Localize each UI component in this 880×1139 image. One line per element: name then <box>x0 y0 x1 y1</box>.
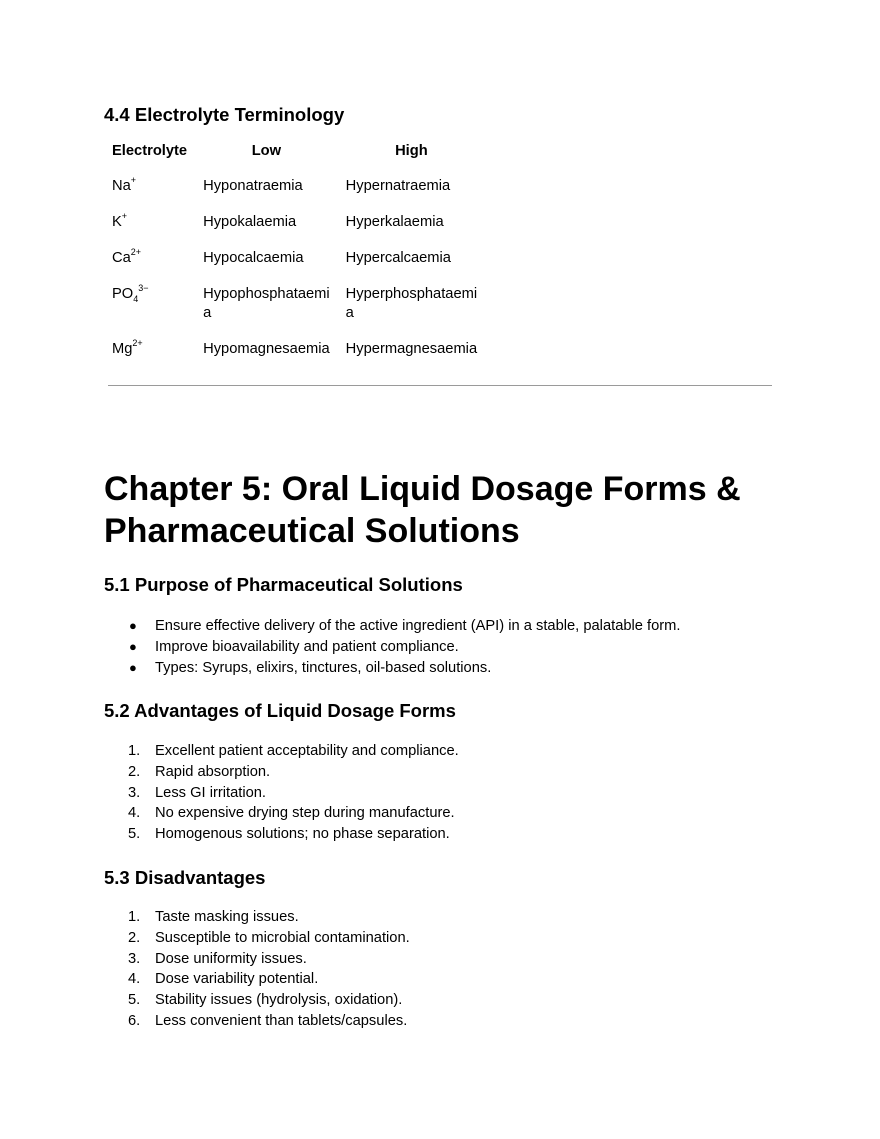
table-row <box>104 280 485 335</box>
low-cell: Hypokalaemia <box>203 214 297 230</box>
list-item: 4. No expensive drying step during manufacture. <box>128 805 455 822</box>
bullet-icon: ● <box>129 618 137 633</box>
electrolyte-cell: $Mg^{2+}$ <box>112 338 143 357</box>
list-item: 6. Less convenient than tablets/capsules. <box>128 1012 408 1029</box>
bullet-icon: ● <box>129 659 137 675</box>
list-item: 4. Dose variability potential. <box>128 971 319 988</box>
advantages-list <box>104 741 459 845</box>
high-cell: Hypercalcaemia <box>345 250 451 266</box>
section-5-3-heading: 5.3 Disadvantages <box>104 867 266 888</box>
section-4-4-heading: 4.4 Electrolyte Terminology <box>104 104 345 125</box>
bullet-icon: ● <box>129 638 137 654</box>
chapter-title: Chapter 5: Oral Liquid Dosage Forms & Pharmaceutical Solutions <box>104 470 741 550</box>
high-cell: Hyperphosphataemi a <box>345 286 478 321</box>
list-item: ● Ensure effective delivery of the active ingredient (API) in a stable, palatable form. <box>104 616 681 637</box>
high-cell: Hypermagnesaemia <box>345 341 478 357</box>
list-item: 3. Dose uniformity issues. <box>128 950 307 967</box>
high-cell: Hypernatraemia <box>345 178 451 194</box>
purpose-list <box>104 616 681 678</box>
section-5-2-heading: 5.2 Advantages of Liquid Dosage Forms <box>104 700 456 721</box>
table-row <box>104 208 485 244</box>
list-item: ● Types: Syrups, elixirs, tinctures, oil-based solutions. <box>104 658 681 679</box>
table-row <box>104 335 485 371</box>
list-item: 1. Taste masking issues. <box>128 909 299 925</box>
header-low: Low <box>251 143 282 159</box>
list-item: 1. Excellent patient acceptability and compliance. <box>128 743 459 759</box>
high-cell: Hyperkalaemia <box>345 214 444 230</box>
electrolyte-cell: K+ <box>112 211 128 230</box>
low-cell: Hyponatraemia <box>203 178 303 194</box>
table-row <box>104 172 485 208</box>
list-item: 2. Rapid absorption. <box>128 763 271 780</box>
list-item: 3. Less GI irritation. <box>128 784 267 801</box>
table-header-row <box>104 136 485 172</box>
low-cell: Hypomagnesaemia <box>203 341 330 357</box>
list-item: 2. Susceptible to microbial contamination. <box>128 929 410 946</box>
list-item: ● Improve bioavailability and patient compliance. <box>104 637 681 658</box>
table-row <box>104 244 485 280</box>
electrolyte-table <box>104 136 485 371</box>
list-item: 5. Homogenous solutions; no phase separation. <box>128 826 450 843</box>
low-cell: Hypocalcaemia <box>203 250 304 266</box>
disadvantages-list <box>104 907 410 1032</box>
electrolyte-cell: $Ca^{2+}$ <box>112 247 142 266</box>
section-5-1-heading: 5.1 Purpose of Pharmaceutical Solutions <box>104 574 463 595</box>
list-item: 5. Stability issues (hydrolysis, oxidation). <box>128 992 403 1009</box>
electrolyte-cell: $PO_4^{3-}$ <box>112 283 149 304</box>
electrolyte-cell: Na+ <box>112 175 137 194</box>
header-high: High <box>395 143 428 159</box>
header-electrolyte: Electrolyte <box>112 143 188 159</box>
horizontal-divider <box>108 385 772 386</box>
low-cell: Hypophosphataemi a <box>203 286 330 321</box>
